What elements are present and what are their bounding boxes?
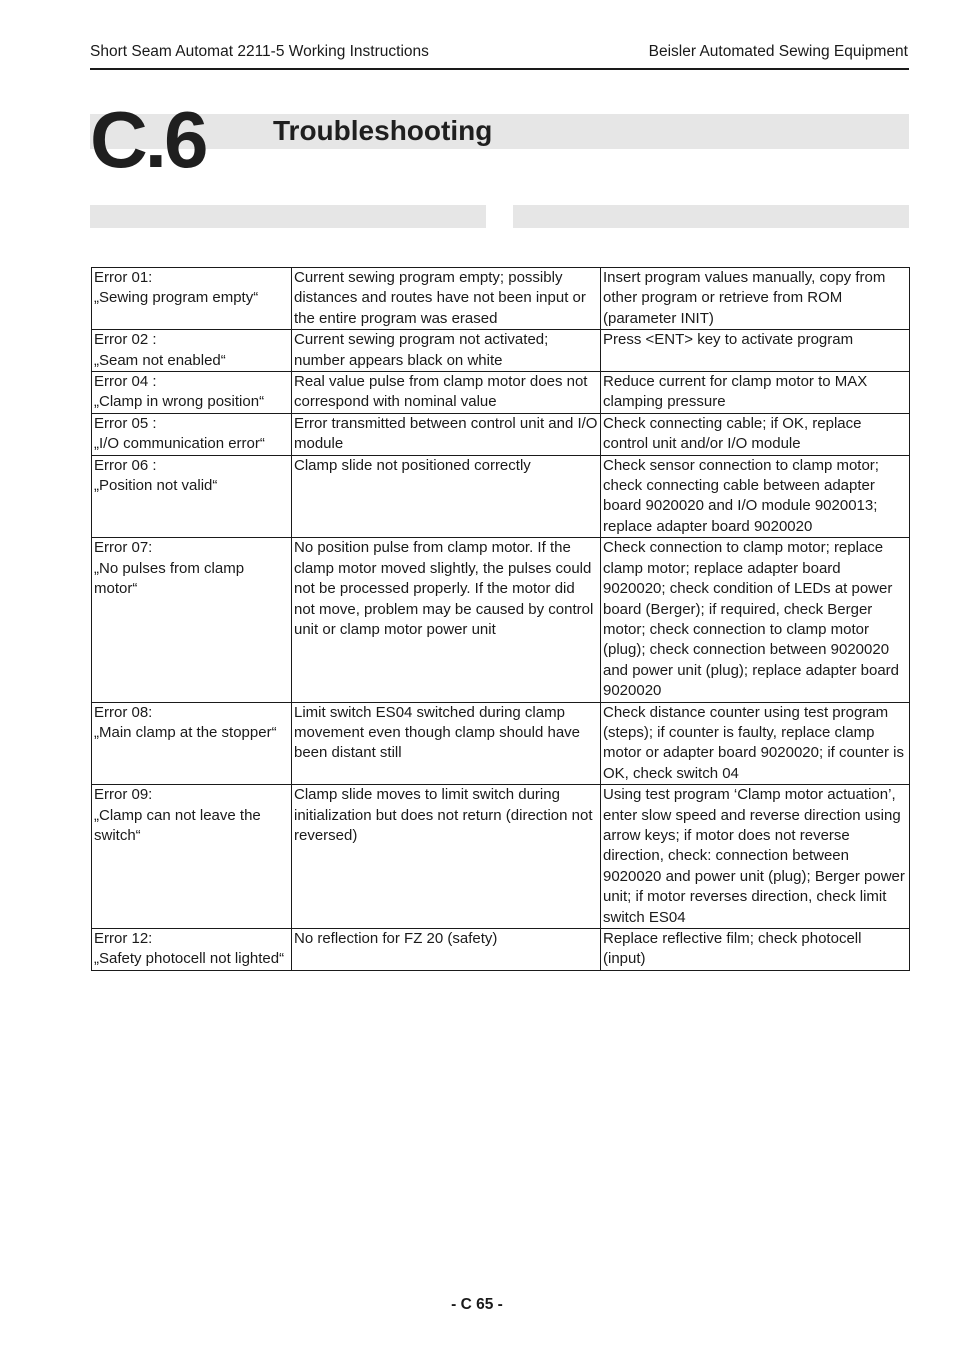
header-rule bbox=[90, 68, 909, 70]
error-cell: Error 09: „Clamp can not leave the switch“ bbox=[92, 785, 292, 929]
section-number: C.6 bbox=[90, 95, 206, 184]
cause-cell: Limit switch ES04 switched during clamp movement even though clamp should have been distant still bbox=[292, 702, 601, 785]
cause-cell: Error transmitted between control unit and I/O module bbox=[292, 413, 601, 455]
page-number: - C 65 - bbox=[451, 1296, 503, 1313]
remedy-cell: Press <ENT> key to activate program bbox=[601, 330, 910, 372]
decorative-bar-right bbox=[513, 205, 909, 228]
remedy-cell: Insert program values manually, copy from other program or retrieve from ROM (parameter INIT) bbox=[601, 268, 910, 330]
error-cell: Error 05 : „I/O communication error“ bbox=[92, 413, 292, 455]
table-row bbox=[92, 702, 910, 785]
error-cell: Error 08: „Main clamp at the stopper“ bbox=[92, 702, 292, 785]
remedy-cell: Reduce current for clamp motor to MAX clamping pressure bbox=[601, 372, 910, 414]
header-document-title: Short Seam Automat 2211-5 Working Instructions bbox=[90, 43, 429, 60]
table-row bbox=[92, 538, 910, 702]
troubleshooting-table bbox=[91, 267, 910, 971]
cause-cell: Clamp slide moves to limit switch during initialization but does not return (direction not reversed) bbox=[292, 785, 601, 929]
header-company-name: Beisler Automated Sewing Equipment bbox=[648, 43, 908, 60]
remedy-cell: Check connecting cable; if OK, replace control unit and/or I/O module bbox=[601, 413, 910, 455]
remedy-cell: Check connection to clamp motor; replace clamp motor; replace adapter board 9020020; check condition of LEDs at power board (Berger); if required, check Berger motor; check connection to clamp motor (plug); check connection between 9020020 and power unit (plug); replace adapter board 9020020 bbox=[601, 538, 910, 702]
table-row bbox=[92, 268, 910, 330]
decorative-bar-left bbox=[90, 205, 486, 228]
table-row bbox=[92, 929, 910, 971]
remedy-cell: Check sensor connection to clamp motor; check connecting cable between adapter board 9020020 and I/O module 9020013; replace adapter board 9020020 bbox=[601, 455, 910, 538]
cause-cell: No position pulse from clamp motor. If the clamp motor moved slightly, the pulses could not be processed properly. If the motor did not move, problem may be caused by control unit or clamp motor power unit bbox=[292, 538, 601, 702]
table-row bbox=[92, 330, 910, 372]
section-title: Troubleshooting bbox=[273, 115, 493, 146]
title-band bbox=[90, 114, 909, 149]
cause-cell: Clamp slide not positioned correctly bbox=[292, 455, 601, 538]
cause-cell: No reflection for FZ 20 (safety) bbox=[292, 929, 601, 971]
error-cell: Error 12: „Safety photocell not lighted“ bbox=[92, 929, 292, 971]
cause-cell: Current sewing program not activated; number appears black on white bbox=[292, 330, 601, 372]
table-row bbox=[92, 372, 910, 414]
cause-cell: Real value pulse from clamp motor does not correspond with nominal value bbox=[292, 372, 601, 414]
cause-cell: Current sewing program empty; possibly distances and routes have not been input or the entire program was erased bbox=[292, 268, 601, 330]
error-cell: Error 01: „Sewing program empty“ bbox=[92, 268, 292, 330]
remedy-cell: Using test program ‘Clamp motor actuation’, enter slow speed and reverse direction using arrow keys; if motor does not reverse direction, check: connection between 9020020 and power unit (plug); Berger power unit; if motor reverses direction, check limit switch ES04 bbox=[601, 785, 910, 929]
table-row bbox=[92, 785, 910, 929]
error-cell: Error 04 : „Clamp in wrong position“ bbox=[92, 372, 292, 414]
table-row bbox=[92, 413, 910, 455]
error-cell: Error 02 : „Seam not enabled“ bbox=[92, 330, 292, 372]
error-cell: Error 06 : „Position not valid“ bbox=[92, 455, 292, 538]
remedy-cell: Check distance counter using test program (steps); if counter is faulty, replace clamp motor or adapter board 9020020; if counter is OK, check switch 04 bbox=[601, 702, 910, 785]
table-row bbox=[92, 455, 910, 538]
error-cell: Error 07: „No pulses from clamp motor“ bbox=[92, 538, 292, 702]
remedy-cell: Replace reflective film; check photocell (input) bbox=[601, 929, 910, 971]
